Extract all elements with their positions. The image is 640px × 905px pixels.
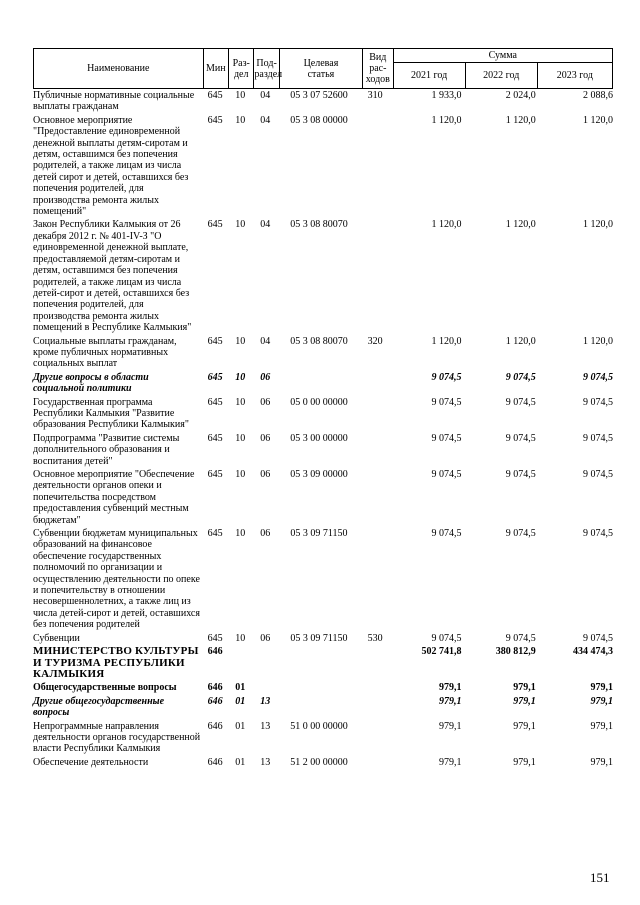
row-podrazdel: 06 (260, 528, 271, 540)
row-celevaya-statya (278, 646, 360, 680)
row-sum-2022: 979,1 (513, 695, 536, 707)
row-sum-2021: 1 120,0 (431, 335, 462, 347)
row-sum-2021: 1 933,0 (431, 90, 462, 101)
table-header (33, 48, 613, 89)
header-min: Мин (203, 49, 228, 89)
row-razdel: 01 (235, 682, 246, 694)
row-podrazdel: 13 (260, 720, 271, 732)
table-row (33, 721, 613, 755)
row-name: Государственная программа Республики Калмыкия "Развитие образования Республики Калмыкия" (33, 396, 189, 431)
row-min: 645 (207, 396, 223, 408)
page-number: 151 (590, 870, 610, 885)
row-name: Общегосударственные вопросы (33, 682, 177, 694)
row-celevaya-statya (278, 682, 360, 693)
row-min: 646 (207, 756, 223, 768)
row-sum-2021: 979,1 (438, 720, 462, 732)
row-sum-2022: 9 074,5 (505, 632, 536, 644)
row-name: Другие общегосударственные вопросы (33, 695, 165, 719)
row-name: Социальные выплаты гражданам, кроме публичных нормативных социальных выплат (33, 335, 177, 370)
table-row (33, 115, 613, 218)
row-razdel: 01 (235, 720, 246, 732)
row-sum-2021: 1 120,0 (431, 114, 462, 126)
row-razdel (228, 646, 253, 680)
row-razdel: 10 (235, 528, 246, 540)
row-podrazdel: 06 (260, 469, 271, 480)
row-sum-2022: 979,1 (513, 720, 536, 732)
row-razdel: 10 (235, 469, 246, 480)
row-celevaya-statya: 05 3 00 00000 (290, 432, 348, 444)
row-min: 646 (207, 720, 223, 732)
row-sum-2023: 9 074,5 (583, 528, 613, 540)
row-podrazdel: 04 (260, 90, 271, 101)
row-sum-2022: 9 074,5 (505, 432, 536, 444)
row-min: 645 (207, 90, 223, 101)
row-name: Обеспечение деятельности (33, 756, 149, 768)
row-sum-2022: 380 812,9 (495, 646, 536, 658)
table-row (33, 336, 613, 370)
row-vid-rashodov (360, 115, 390, 218)
row-name: МИНИСТЕРСТВО КУЛЬТУРЫ И ТУРИЗМА РЕСПУБЛИКИ КАЛМЫКИЯ (33, 645, 199, 680)
row-celevaya-statya: 51 2 00 00000 (290, 756, 348, 768)
row-celevaya-statya: 05 3 08 80070 (290, 335, 348, 347)
row-name: Публичные нормативные социальные выплаты гражданам (33, 90, 195, 113)
row-razdel: 01 (235, 695, 246, 707)
row-min: 645 (207, 469, 223, 480)
row-sum-2021: 9 074,5 (431, 469, 462, 480)
row-sum-2023: 9 074,5 (583, 469, 613, 480)
header-name: Наименование (34, 49, 204, 89)
row-min: 645 (207, 371, 223, 383)
row-sum-2023: 979,1 (590, 756, 613, 768)
row-celevaya-statya: 51 0 00 00000 (290, 720, 348, 732)
table-row (33, 682, 613, 693)
row-name: Субвенции бюджетам муниципальных образований на финансовое обеспечение государственных полномочий по организации и осуществлению деятельности по опеке и попечительству в отношении несовершеннолетних, а также лиц из числа детей-сирот и детей, оставшихся без попечения родителей (33, 528, 200, 631)
row-celevaya-statya: 05 3 09 00000 (290, 469, 348, 480)
row-podrazdel: 06 (260, 371, 271, 383)
row-celevaya-statya (278, 696, 360, 719)
row-vid-rashodov (360, 397, 390, 431)
header-year-2022: 2022 год (465, 63, 537, 89)
header-summa: Сумма (393, 49, 612, 63)
row-name: Подпрограмма "Развитие системы дополнительного образования и воспитания детей" (33, 432, 180, 467)
row-min: 646 (207, 682, 223, 694)
row-sum-2021: 1 120,0 (431, 219, 462, 231)
row-podrazdel: 13 (260, 695, 271, 707)
row-celevaya-statya: 05 3 08 00000 (290, 114, 348, 126)
row-razdel: 10 (235, 371, 246, 383)
row-vid-rashodov (360, 469, 390, 526)
table-row (33, 219, 613, 333)
row-min: 645 (207, 219, 223, 231)
row-razdel: 10 (235, 432, 246, 444)
table-row (33, 469, 613, 526)
row-razdel: 10 (235, 396, 246, 408)
table-row (33, 397, 613, 431)
table-row (33, 433, 613, 467)
row-sum-2023: 1 120,0 (583, 335, 613, 347)
row-vid-rashodov (360, 372, 390, 395)
row-podrazdel (253, 682, 278, 693)
row-name: Другие вопросы в области социальной политики (33, 371, 149, 395)
row-name: Непрограммные направления деятельности органов государственной власти Республики Калмыкия (33, 720, 201, 755)
row-name: Закон Республики Калмыкия от 26 декабря 2012 г. № 401-IV-З "О единовременной денежной выплате, предоставляемой детям-сиротам и детям, оставшимся без попечения родителей, а также лицам из числа детей-сирот и детей, оставшихся без попечения родителей, для производства ремонта жилых помещений в Республике Калмыкия" (33, 219, 192, 334)
row-celevaya-statya: 05 3 09 71150 (290, 528, 348, 540)
row-min: 645 (207, 114, 223, 126)
row-sum-2023: 1 120,0 (583, 219, 613, 231)
row-sum-2021: 979,1 (438, 695, 462, 707)
budget-table (33, 90, 613, 770)
row-razdel: 10 (235, 335, 246, 347)
table-row (33, 757, 613, 768)
row-sum-2021: 9 074,5 (431, 432, 462, 444)
row-razdel: 01 (235, 756, 246, 768)
row-sum-2023: 979,1 (590, 695, 613, 707)
row-podrazdel: 04 (260, 219, 271, 231)
row-vid-rashodov (360, 682, 390, 693)
row-razdel: 10 (235, 632, 246, 644)
row-razdel: 10 (235, 90, 246, 101)
row-min: 646 (207, 695, 223, 707)
row-sum-2022: 9 074,5 (505, 396, 536, 408)
row-sum-2021: 502 741,8 (421, 646, 462, 658)
row-celevaya-statya: 05 3 09 71150 (290, 632, 348, 644)
row-name: Основное мероприятие "Предоставление единовременной денежной выплаты детям-сиротам и детям, оставшимся без попечения родителей, а также лицам из числа детей сирот и детей, оставшихся без попечения родителей, для производства ремонта жилых помещений" (33, 114, 189, 218)
row-sum-2021: 9 074,5 (431, 632, 462, 644)
table-row (33, 90, 613, 113)
row-vid-rashodov: 310 (367, 90, 383, 101)
row-min: 645 (207, 335, 223, 347)
table-row (33, 633, 613, 644)
row-celevaya-statya: 05 3 07 52600 (290, 90, 348, 101)
row-vid-rashodov (360, 528, 390, 631)
row-sum-2021: 9 074,5 (431, 528, 462, 540)
row-sum-2021: 9 074,5 (431, 396, 462, 408)
row-sum-2023: 979,1 (590, 682, 613, 694)
header-vid-rashodov: Вид рас- ходов (363, 49, 393, 89)
row-vid-rashodov (360, 219, 390, 333)
table-row (33, 696, 613, 719)
table-row (33, 646, 613, 680)
row-celevaya-statya: 05 3 08 80070 (290, 219, 348, 231)
row-sum-2022: 979,1 (513, 756, 536, 768)
row-sum-2022: 2 024,0 (505, 90, 536, 101)
row-sum-2022: 1 120,0 (505, 114, 536, 126)
row-sum-2023: 979,1 (590, 720, 613, 732)
row-podrazdel (253, 646, 278, 680)
row-podrazdel: 13 (260, 756, 271, 768)
row-sum-2023: 9 074,5 (583, 632, 613, 644)
row-sum-2022: 9 074,5 (505, 371, 536, 383)
row-podrazdel: 04 (260, 114, 271, 126)
row-vid-rashodov (360, 696, 390, 719)
row-sum-2023: 2 088,6 (583, 90, 613, 101)
row-min: 646 (207, 646, 223, 658)
row-sum-2023: 9 074,5 (583, 396, 613, 408)
row-podrazdel: 06 (260, 432, 271, 444)
row-razdel: 10 (235, 219, 246, 231)
row-razdel: 10 (235, 114, 246, 126)
header-year-2023: 2023 год (537, 63, 612, 89)
row-sum-2022: 9 074,5 (505, 528, 536, 540)
table-row (33, 528, 613, 631)
row-sum-2023: 1 120,0 (583, 114, 613, 126)
row-podrazdel: 06 (260, 632, 271, 644)
header-razdel: Раз- дел (229, 49, 254, 89)
row-vid-rashodov (360, 721, 390, 755)
row-sum-2023: 9 074,5 (583, 432, 613, 444)
row-sum-2023: 434 474,3 (573, 646, 613, 658)
row-name: Субвенции (33, 632, 80, 644)
table-row (33, 372, 613, 395)
row-podrazdel: 04 (260, 335, 271, 347)
row-vid-rashodov (360, 646, 390, 680)
row-sum-2022: 979,1 (513, 682, 536, 694)
header-celevaya-statya: Целевая статья (279, 49, 362, 89)
row-sum-2023: 9 074,5 (583, 371, 613, 383)
row-sum-2021: 9 074,5 (431, 371, 462, 383)
row-sum-2022: 1 120,0 (505, 335, 536, 347)
row-celevaya-statya: 05 0 00 00000 (290, 396, 348, 408)
row-vid-rashodov: 320 (367, 335, 383, 347)
row-vid-rashodov (360, 433, 390, 467)
row-podrazdel: 06 (260, 396, 271, 408)
row-sum-2022: 9 074,5 (505, 469, 536, 480)
header-year-2021: 2021 год (393, 63, 465, 89)
row-celevaya-statya (278, 372, 360, 395)
row-min: 645 (207, 632, 223, 644)
row-sum-2021: 979,1 (438, 682, 462, 694)
row-vid-rashodov (360, 757, 390, 768)
row-name: Основное мероприятие "Обеспечение деятельности органов опеки и попечительства посредством предоставления субвенций местным бюджетам" (33, 469, 195, 526)
row-sum-2021: 979,1 (438, 756, 462, 768)
row-min: 645 (207, 432, 223, 444)
header-podrazdel: Под- раздел (254, 49, 279, 89)
row-min: 645 (207, 528, 223, 540)
row-sum-2022: 1 120,0 (505, 219, 536, 231)
row-vid-rashodov: 530 (367, 632, 383, 644)
